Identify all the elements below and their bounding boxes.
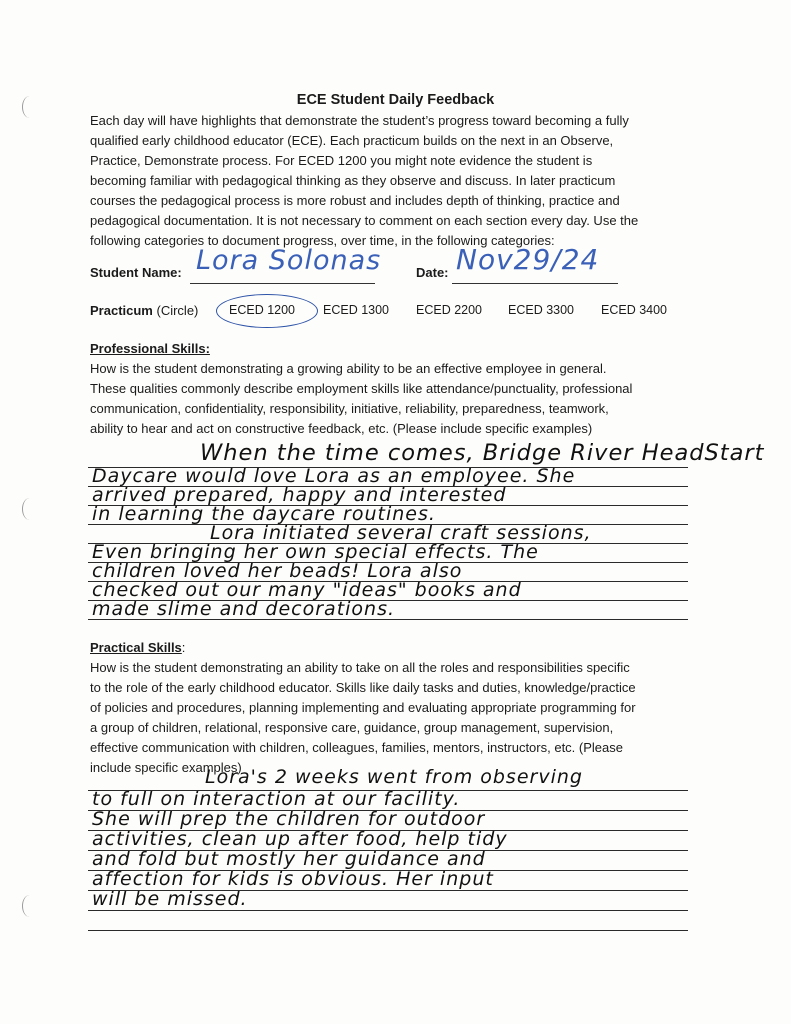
practicum-option-eced-1200[interactable]: ECED 1200 (229, 303, 296, 317)
practicum-label-bold: Practicum (90, 303, 153, 318)
practical-handwritten-line: and fold but mostly her guidance and (92, 848, 486, 870)
margin-mark-middle (22, 498, 37, 520)
practicum-option-eced-2200[interactable]: ECED 2200 (416, 303, 483, 317)
professional-handwritten-line: Lora initiated several craft sessions, (210, 522, 592, 544)
date-label: Date: (416, 265, 449, 280)
intro-line: Practice, Demonstrate process. For ECED 1200 you might note evidence the student is (90, 153, 593, 168)
date-underline (452, 282, 618, 284)
prompt-line: How is the student demonstrating an ability to take on all the roles and responsibilities specific (90, 660, 630, 675)
practical-handwritten-line: Lora's 2 weeks went from observing (205, 766, 583, 788)
practicum-label (90, 303, 198, 318)
practical-handwritten-line: affection for kids is obvious. Her input (92, 868, 494, 890)
professional-handwritten-line: Daycare would love Lora as an employee. She (92, 465, 576, 487)
professional-handwritten-line: made slime and decorations. (92, 598, 396, 620)
prompt-line: How is the student demonstrating a growing ability to be an effective employee in general. (90, 361, 607, 376)
prompt-line: of policies and procedures, planning implementing and evaluating appropriate programming for (90, 700, 636, 715)
student-name-value[interactable]: Lora Solonas (196, 245, 382, 276)
practical-skills-heading-wrap (90, 640, 185, 655)
professional-skills-heading: Professional Skills: (90, 341, 210, 356)
intro-paragraph (90, 111, 700, 251)
practical-handwritten-line: will be missed. (92, 888, 248, 910)
intro-line: pedagogical documentation. It is not necessary to comment on each section every day. Use the (90, 213, 639, 228)
prompt-line: a group of children, relational, responsive care, guidance, group management, supervision, (90, 720, 614, 735)
prompt-line: include specific examples) (90, 760, 242, 775)
professional-handwritten-line: in learning the daycare routines. (92, 503, 436, 525)
prompt-line: These qualities commonly describe employment skills like attendance/punctuality, professional (90, 381, 633, 396)
practicum-option-eced-3300[interactable]: ECED 3300 (508, 303, 575, 317)
prompt-line: effective communication with children, colleagues, families, mentors, instructors, etc. (Please (90, 740, 623, 755)
student-name-label: Student Name: (90, 265, 182, 280)
margin-mark-bottom (22, 895, 37, 917)
writing-line (88, 910, 688, 911)
professional-handwritten-line: arrived prepared, happy and interested (92, 484, 507, 506)
prompt-line: communication, confidentiality, responsibility, initiative, reliability, preparedness, teamwork, (90, 401, 609, 416)
professional-handwritten-line: Even bringing her own special effects. The (92, 541, 539, 563)
page-title: ECE Student Daily Feedback (296, 92, 495, 108)
practical-skills-colon: : (181, 640, 186, 655)
student-name-underline (190, 282, 375, 284)
prompt-line: to the role of the early childhood educator. Skills like daily tasks and duties, knowledge/practice (90, 680, 636, 695)
practicum-label-rest: (Circle) (156, 303, 199, 318)
practical-handwritten-line: to full on interaction at our facility. (92, 788, 461, 810)
practicum-option-eced-1300[interactable]: ECED 1300 (323, 303, 390, 317)
intro-line: courses the pedagogical process is more robust and includes depth of thinking, practice and (90, 193, 620, 208)
writing-line (88, 930, 688, 931)
intro-line: Each day will have highlights that demonstrate the student’s progress toward becoming a fully (90, 113, 629, 128)
intro-line: qualified early childhood educator (ECE). Each practicum builds on the next in an Observe, (90, 133, 614, 148)
practical-handwritten-line: activities, clean up after food, help tidy (92, 828, 508, 850)
intro-line: becoming familiar with pedagogical thinking as they observe and discuss. In later practicum (90, 173, 616, 188)
prompt-line: ability to hear and act on constructive feedback, etc. (Please include specific examples) (90, 421, 593, 436)
date-value[interactable]: Nov29/24 (456, 243, 600, 276)
professional-handwritten-line: children loved her beads! Lora also (92, 560, 463, 582)
intro-line: following categories to document progress, over time, in the following categories: (90, 233, 555, 248)
professional-handwritten-line: When the time comes, Bridge River HeadStart (200, 440, 765, 466)
professional-skills-prompt (90, 359, 700, 439)
practicum-option-eced-3400[interactable]: ECED 3400 (601, 303, 668, 317)
practical-skills-prompt (90, 658, 700, 778)
practical-handwritten-line: She will prep the children for outdoor (92, 808, 486, 830)
professional-handwritten-line: checked out our many "ideas" books and (92, 579, 522, 601)
practical-skills-heading: Practical Skills (90, 640, 182, 655)
